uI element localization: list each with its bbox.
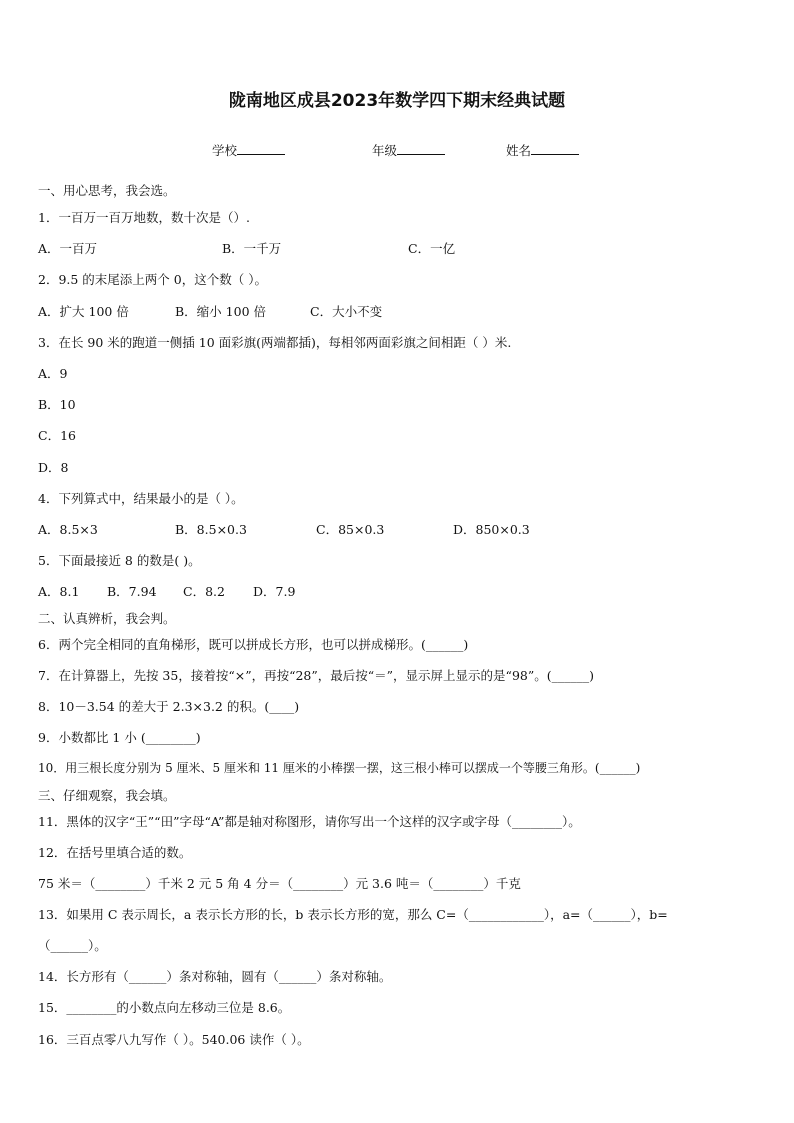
question-11: 11．黑体的汉字“王”“田”字母“A”都是轴对称图形，请你写出一个这样的汉字或字母（________）。 xyxy=(38,814,581,829)
section-1-heading: 一、用心思考，我会选。 xyxy=(38,183,176,198)
question-8: 8．10－3.54 的差大于 2.3×3.2 的积。(____) xyxy=(38,699,300,714)
q4-option-c: C．85×0.3 xyxy=(316,522,385,537)
page-title: 陇南地区成县2023年数学四下期末经典试题 xyxy=(228,91,566,111)
grade-field xyxy=(372,141,445,159)
question-12-answers: 75 米＝（________）千米 2 元 5 角 4 分＝（________）元 3.6 吨＝（________）千克 xyxy=(38,876,521,891)
question-1: 1．一百万一百万地数，数十次是（）. xyxy=(38,210,250,225)
question-7: 7．在计算器上，先按 35，接着按“×”，再按“28”，最后按“＝”，显示屏上显示的是“98”。(______) xyxy=(38,668,594,683)
question-13: 13．如果用 C 表示周长，a 表示长方形的长，b 表示长方形的宽，那么 C=（____________），a=（______），b= xyxy=(38,907,668,922)
q1-option-c: C．一亿 xyxy=(408,241,456,256)
name-field xyxy=(506,141,579,159)
q5-option-a: A．8.1 xyxy=(38,584,80,599)
question-2: 2．9.5 的末尾添上两个 0，这个数（ ）。 xyxy=(38,272,267,287)
question-3: 3．在长 90 米的跑道一侧插 10 面彩旗(两端都插)，每相邻两面彩旗之间相距（ ）米. xyxy=(38,335,512,350)
school-blank xyxy=(237,142,285,155)
question-4: 4．下列算式中，结果最小的是（ ）。 xyxy=(38,491,244,506)
question-10: 10．用三根长度分别为 5 厘米、5 厘米和 11 厘米的小棒摆一摆，这三根小棒可以摆成一个等腰三角形。(______) xyxy=(38,761,641,775)
q5-option-d: D．7.9 xyxy=(253,584,296,599)
q2-option-b: B．缩小 100 倍 xyxy=(175,304,266,319)
grade-label: 年级 xyxy=(372,143,398,158)
question-5: 5．下面最接近 8 的数是( )。 xyxy=(38,553,201,568)
q3-option-c: C．16 xyxy=(38,428,76,443)
question-13-continued: （______）。 xyxy=(38,938,107,953)
question-9: 9．小数都比 1 小 (________) xyxy=(38,730,201,745)
q4-option-d: D．850×0.3 xyxy=(453,522,530,537)
q4-option-a: A．8.5×3 xyxy=(38,522,98,537)
q3-option-d: D．8 xyxy=(38,460,69,475)
section-2-heading: 二、认真辨析，我会判。 xyxy=(38,611,176,626)
question-6: 6．两个完全相同的直角梯形，既可以拼成长方形，也可以拼成梯形。(______) xyxy=(38,637,469,652)
q2-option-a: A．扩大 100 倍 xyxy=(38,304,129,319)
q4-option-b: B．8.5×0.3 xyxy=(175,522,247,537)
school-label: 学校 xyxy=(212,143,238,158)
name-label: 姓名 xyxy=(506,143,532,158)
question-16: 16．三百点零八九写作（ ）。540.06 读作（ ）。 xyxy=(38,1032,310,1047)
section-3-heading: 三、仔细观察，我会填。 xyxy=(38,788,176,803)
q2-option-c: C．大小不变 xyxy=(310,304,383,319)
q1-option-b: B．一千万 xyxy=(222,241,282,256)
question-15: 15．________的小数点向左移动三位是 8.6。 xyxy=(38,1000,291,1015)
question-14: 14．长方形有（______）条对称轴，圆有（______）条对称轴。 xyxy=(38,969,392,984)
grade-blank xyxy=(397,142,445,155)
q1-option-a: A．一百万 xyxy=(38,241,98,256)
q5-option-c: C．8.2 xyxy=(183,584,225,599)
q5-option-b: B．7.94 xyxy=(107,584,157,599)
name-blank xyxy=(531,142,579,155)
question-12: 12．在括号里填合适的数。 xyxy=(38,845,192,860)
q3-option-b: B．10 xyxy=(38,397,76,412)
q3-option-a: A．9 xyxy=(38,366,68,381)
school-field xyxy=(212,141,285,159)
